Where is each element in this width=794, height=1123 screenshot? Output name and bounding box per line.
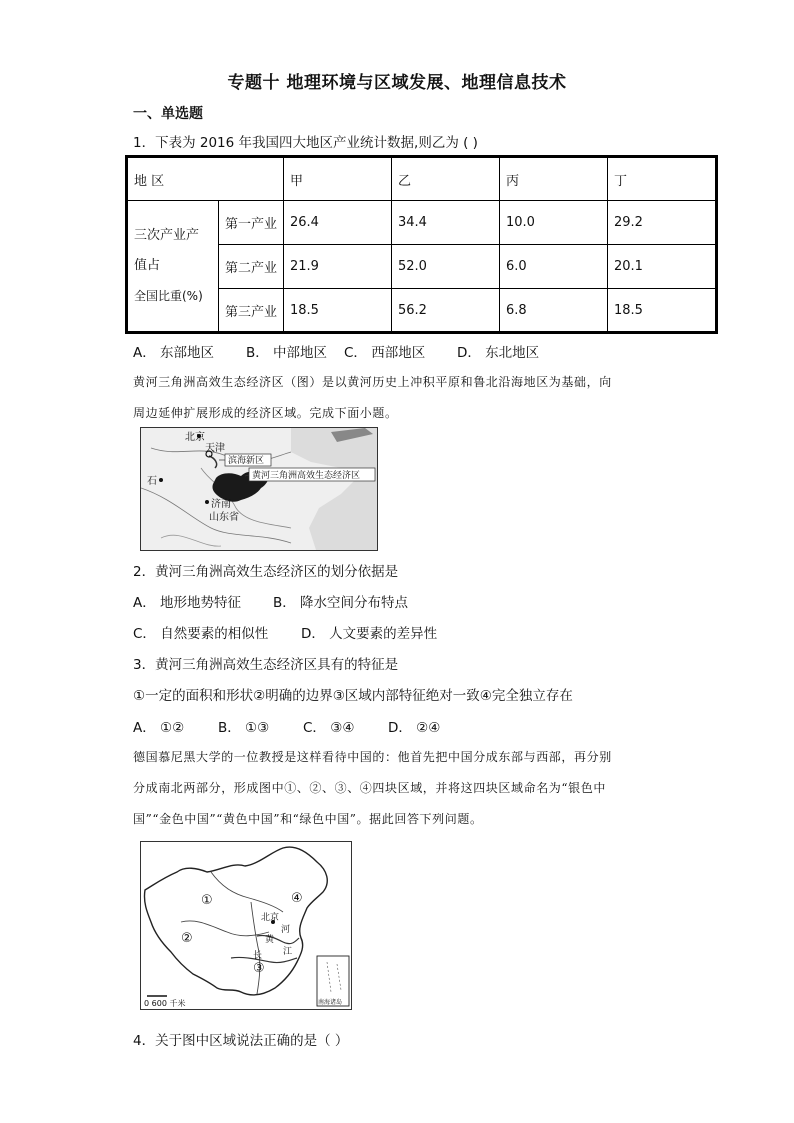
question-3-options [133,716,440,736]
q3-option-a[interactable]: A． ①② [133,720,185,736]
map-1-label-shandong: 山东省 [209,512,239,523]
table-row-label: 第三产业 [219,289,284,333]
table-header-row [127,157,717,201]
industry-table [125,155,718,334]
question-2-stem: 2．黄河三角洲高效生态经济区的划分依据是 [133,564,399,580]
table-header-region: 地 区 [127,157,284,201]
q2-option-d[interactable]: D． 人文要素的差异性 [301,626,438,642]
q2-option-b[interactable]: B． 降水空间分布特点 [273,595,409,611]
passage-2-line-1: 德国慕尼黑大学的一位教授是这样看待中国的：他首先把中国分成东部与西部，再分别 [133,750,612,764]
passage-2-line-3: 国”“金色中国”“黄色中国”和“绿色中国”。据此回答下列问题。 [133,812,483,826]
table-header-ding: 丁 [608,157,717,201]
yellow-river-delta-map [140,427,378,551]
passage-1-line-2: 周边延伸扩展形成的经济区域。完成下面小题。 [133,406,398,420]
map-2-scale-label: 0 600 千米 [144,999,186,1008]
map-2-label-chang: 长 [253,951,263,961]
q1-option-d[interactable]: D． 东北地区 [457,345,540,361]
region-4-label: ④ [291,891,303,906]
region-boundary [251,902,263,994]
map-1-graphic [141,428,377,550]
region-3-label: ③ [253,961,265,976]
q2-option-a[interactable]: A． 地形地势特征 [133,595,242,611]
table-cell: 52.0 [392,245,500,289]
region-1-label: ① [201,893,213,908]
map-1-label-jinan: 济南 [211,499,231,510]
table-cell: 29.2 [608,201,717,245]
table-row-label: 第二产业 [219,245,284,289]
q1-option-b[interactable]: B． 中部地区 [246,345,328,361]
passage-2-line-2: 分成南北两部分，形成图中①、②、③、④四块区域，并将这四块区域命名为“银色中 [133,781,606,795]
map-2-label-beijing: 北京 [261,913,280,923]
table-header-jia: 甲 [284,157,392,201]
map-2-label-huang: 黄 [265,935,275,945]
q1-option-a[interactable]: A． 东部地区 [133,345,215,361]
map-1-label-tianjin: 天津 [205,443,225,454]
question-2-options-row-2 [133,622,437,642]
table-header-yi: 乙 [392,157,500,201]
page-title: 专题十 地理环境与区域发展、地理信息技术 [227,73,567,93]
q3-option-d[interactable]: D． ②④ [388,720,441,736]
table-cell: 56.2 [392,289,500,333]
region-2-label: ② [181,931,193,946]
table-cell: 6.8 [500,289,608,333]
table-cell: 18.5 [608,289,717,333]
row-group-line-2: 值占 [134,258,161,273]
map-1-label-zone: 黄河三角洲高效生态经济区 [252,471,361,481]
shijiazhuang-dot [159,478,163,482]
question-1-stem: 1．下表为 2016 年我国四大地区产业统计数据,则乙为 ( ) [133,135,478,151]
q3-option-b[interactable]: B． ①③ [218,720,270,736]
table-cell: 18.5 [284,289,392,333]
q3-option-c[interactable]: C． ③④ [303,720,355,736]
map-2-graphic [141,842,351,1009]
row-group-line-1: 三次产业产 [134,228,200,243]
section-heading: 一、单选题 [133,106,203,122]
map-1-label-shi: 石 [147,476,157,487]
question-3-stem: 3．黄河三角洲高效生态经济区具有的特征是 [133,657,399,673]
table-row [127,201,717,245]
table-row-group-label [127,201,219,333]
map-2-label-jiang: 江 [283,947,293,957]
map-2-south-sea-label: 南海诸岛 [318,999,343,1006]
table-cell: 34.4 [392,201,500,245]
table-cell: 20.1 [608,245,717,289]
q1-option-c[interactable]: C． 西部地区 [344,345,426,361]
region-boundary [211,872,283,912]
table-row-label: 第一产业 [219,201,284,245]
table-cell: 10.0 [500,201,608,245]
table-cell: 6.0 [500,245,608,289]
yellow-river-line [257,935,299,943]
china-outline [144,847,327,995]
map-1-label-binhai: 滨海新区 [228,456,265,466]
passage-1-line-1: 黄河三角洲高效生态经济区（图）是以黄河历史上冲积平原和鲁北沿海地区为基础，向 [133,375,612,389]
table-cell: 21.9 [284,245,392,289]
row-group-line-3: 全国比重(%) [134,289,203,303]
question-2-options-row-1 [133,591,408,611]
question-1-options [133,341,539,361]
map-1-label-beijing: 北京 [185,432,205,443]
q2-option-c[interactable]: C． 自然要素的相似性 [133,626,269,642]
china-regions-map [140,841,352,1010]
question-3-statements: ①一定的面积和形状②明确的边界③区域内部特征绝对一致④完全独立存在 [133,688,573,704]
map-2-label-he: 河 [281,925,291,935]
table-cell: 26.4 [284,201,392,245]
table-header-bing: 丙 [500,157,608,201]
jinan-dot [205,500,209,504]
question-4-stem: 4．关于图中区域说法正确的是（ ） [133,1033,349,1049]
